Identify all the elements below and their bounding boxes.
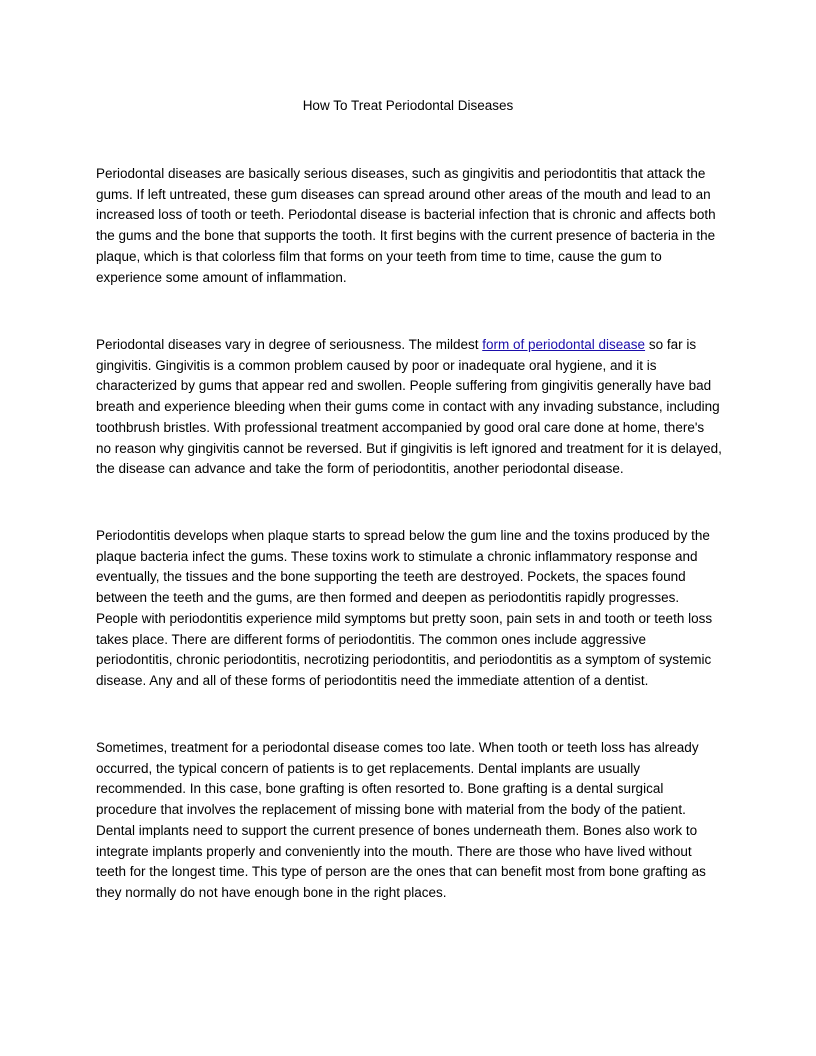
paragraph-1: Periodontal diseases are basically serious diseases, such as gingivitis and periodontitis that attack the gums. If left untreated, these gum diseases can spread around other areas of the mouth and lead to an increased loss of tooth or teeth. Periodontal disease is bacterial infection that is chronic and affects both the gums and the bone that supports the tooth. It first begins with the current presence of bacteria in the plaque, which is that colorless film that forms on your teeth from time to time, cause the gum to experience some amount of inflammation. <box>96 166 716 285</box>
periodontal-disease-link[interactable]: form of periodontal disease <box>482 337 646 352</box>
paragraph-3: Periodontitis develops when plaque starts to spread below the gum line and the toxins produced by the plaque bacteria infect the gums. These toxins work to stimulate a chronic inflammatory response and eventually, the tissues and the bone supporting the teeth are destroyed. Pockets, the spaces found between the teeth and the gums, are then formed and deepen as periodontitis rapidly progresses. People with periodontitis experience mild symptoms but pretty soon, pain sets in and tooth or teeth loss takes place. There are different forms of periodontitis. The common ones include aggressive periodontitis, chronic periodontitis, necrotizing periodontitis, and periodontitis as a symptom of systemic disease. Any and all of these forms of periodontitis need the immediate attention of a dentist. <box>96 528 713 688</box>
paragraph-2 <box>96 335 722 480</box>
paragraph-2-text-after-link: so far is gingivitis. Gingivitis is a common problem caused by poor or inadequate oral hygiene, and it is characterized by gums that appear red and swollen. People suffering from gingivitis generally have bad breath and experience bleeding when their gums come in contact with any invading substance, including toothbrush bristles. With professional treatment accompanied by good oral care done at home, there's no reason why gingivitis cannot be reversed. But if gingivitis is left ignored and treatment for it is delayed, the disease can advance and take the form of periodontitis, another periodontal disease. <box>96 337 722 477</box>
paragraph-4: Sometimes, treatment for a periodontal disease comes too late. When tooth or teeth loss has already occurred, the typical concern of patients is to get replacements. Dental implants are usually recommended. In this case, bone grafting is often resorted to. Bone grafting is a dental surgical procedure that involves the replacement of missing bone with material from the body of the patient. Dental implants need to support the current presence of bones underneath them. Bones also work to integrate implants properly and conveniently into the mouth. There are those who have lived without teeth for the longest time. This type of person are the ones that can benefit most from bone grafting as they normally do not have enough bone in the right places. <box>96 740 706 900</box>
paragraph-2-text-before-link: Periodontal diseases vary in degree of seriousness. The mildest <box>96 337 483 352</box>
document-title: How To Treat Periodontal Diseases <box>302 98 514 113</box>
